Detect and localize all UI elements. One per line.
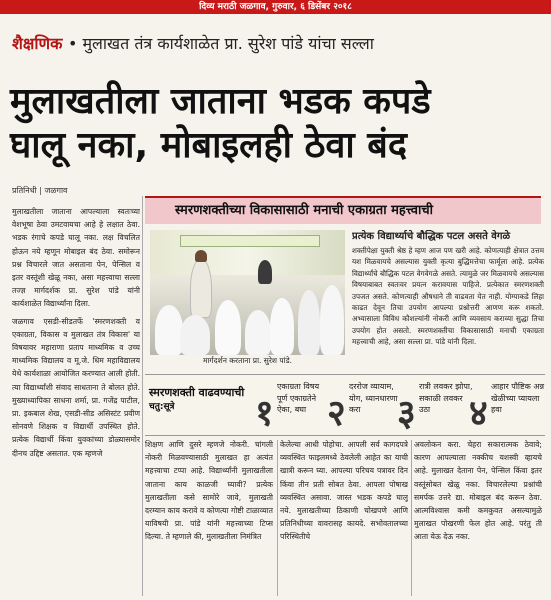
byline: प्रतिनिधी | जळगाव bbox=[12, 186, 68, 195]
headline-line-2: घालू नका, मोबाइलही ठेवा बंद bbox=[10, 125, 407, 166]
speaker-figure bbox=[190, 258, 212, 318]
tips-title: स्मरणशक्ती वाढवण्याची bbox=[149, 386, 245, 399]
headline-line-1: मुलाखतीला जाताना भडक कपडे bbox=[10, 81, 431, 122]
tip-number: १ bbox=[255, 392, 274, 434]
tip-item bbox=[255, 381, 331, 433]
student-figure bbox=[245, 310, 271, 355]
photo-banner bbox=[180, 235, 320, 247]
tip-number: २ bbox=[327, 392, 346, 434]
photo-caption: मार्गदर्शन करताना प्रा. सुरेश पांडे. bbox=[202, 356, 292, 365]
student-figure bbox=[298, 290, 320, 355]
speaker-head bbox=[195, 250, 207, 262]
article-column-1 bbox=[12, 205, 140, 595]
tip-item bbox=[469, 381, 545, 433]
box-body-text: शक्तीपेक्षा युक्ती श्रेष्ठ हे म्हण आज पण खरी आहे. कोणत्याही क्षेत्रात उत्तम यश मिळवायचे असल्यास युक्ती कृत्या बुद्धिमत्तेचा फार्मूला आहे. प्रत्येक विद्यार्थ्यांचे बौद्धिक पटल वेगवेगळे असते. त्यामुळे जर मिळवायचे असल्यास विषयाबाबत स्वतःवर प्रयत्न करावयास पाहिजे. प्रत्येकात स्मरणशक्ती उपजत असते. कोणत्याही औषधाने ती वाढवता येत नाही. योग्याकडे लिहा काढत देवून तिचा उपयोग आपल्या प्रश्नोत्तरी आणण करू शकतो. अभ्यासाला विविध कौशल्यांनी नोकरी आणि व्यवसाय कराव्या सुद्धा तिचा उपयोग होत असतो. स्मरणशक्तीचा विकासासाठी मनाची एकाग्रता महत्त्वाची आहे, असा सल्ला प्रा. पांडे यांनी दिला. bbox=[352, 246, 544, 347]
kicker-subtitle: • मुलाखत तंत्र कार्यशाळेत प्रा. सुरेश पांडे यांचा सल्ला bbox=[67, 34, 374, 53]
tip-text: रात्री लवकर झोपा, सकाळी लवकर उठा bbox=[419, 382, 473, 414]
student-figure bbox=[215, 300, 241, 355]
student-figure bbox=[180, 315, 210, 355]
box-lead: प्रत्येक विद्यार्थ्याचे बौद्धिक पटल असते वेगळे bbox=[352, 231, 511, 242]
section-kicker bbox=[12, 32, 374, 54]
event-photo bbox=[150, 230, 345, 355]
tip-text: एकाग्रता विषय पूर्ण एकाग्रतेने ऐका, बघा bbox=[277, 382, 320, 414]
attendee-figure bbox=[258, 260, 272, 284]
box-body bbox=[352, 230, 544, 370]
student-figure bbox=[320, 285, 344, 355]
tip-number: ३ bbox=[397, 392, 416, 434]
masthead-bar: दिव्य मराठी जळगाव, गुरुवार, ६ डिसेंबर २०१८ bbox=[0, 0, 551, 14]
article-column-2: शिक्षण आणि दुसरे म्हणजे नोकरी. चांगली नोकरी मिळवण्यासाठी मुलाखत हा अत्यंत महत्त्वाचा टप्पा आहे. विद्यार्थ्यांनी मुलाखतीला जाताना काय काळजी घ्यावी? प्रत्येक मुलाखतीला कसे सामोरे जावे, मुलाखती दरम्यान काय करावे व कोणत्या गोष्टी टाळाव्यात याविषयी प्रा. पांडे यांनी महत्त्वाच्या टिप्स दिल्या. ते म्हणाले की, मुलाखतीला निमंत्रित bbox=[145, 440, 273, 542]
section-label: शैक्षणिक bbox=[12, 34, 63, 53]
column-divider bbox=[277, 440, 278, 596]
tip-item bbox=[397, 381, 473, 433]
article-column-3: केलेल्या आधी पोहोचा. आपली सर्व कागदपत्रे व्यवस्थित फाइलमध्ये ठेवलेली आहेत का याची खात्री करून घ्या. आपल्या परिचय पत्रावर दिन किंवा तीन प्रती सोबत ठेवा. आपला पोषाख व्यवस्थित असावा. जास्त भडक कपडे घालू नये. मुलाखतीच्या ठिकाणी चोखपणे आणि प्रतिनिधीच्या वावरासह कायदे. सभोवतालच्या परिस्थितीचे bbox=[280, 440, 408, 542]
box-heading: स्मरणशक्तीच्या विकासासाठी मनाची एकाग्रता महत्त्वाची bbox=[145, 196, 541, 224]
article-column-4: अवलोकन करा. चेहरा सकारात्मक ठेवावे; कारण आपल्याला नक्कीच यशस्वी व्हायचे आहे. मुलाखत देताना पेन, पेन्सिल किंवा इतर वस्तूंसोबत खेळू नका. विचारलेल्या प्रश्नांची समर्पक उत्तरे द्या. मोबाइल बंद करून ठेवा. आत्मविश्वास कमी कमकुवत असल्यामुळे मुलाखत पोखरणी फेल होत आहे. परंतु ती आता येऊ देऊ नका. bbox=[414, 440, 542, 542]
tips-heading bbox=[149, 385, 249, 415]
tip-text: दररोज व्यायाम, योग, ध्यानधारणा करा bbox=[349, 382, 398, 414]
article-paragraph-1: मुलाखतीला जाताना आपल्याला स्वतःच्या वेशभूषा ठेवा उमटवायचा आहे हे लक्षात ठेवा. भडक रंगाचे कपडे घालू नका. लक्ष विचलित होऊन नये म्हणून मोबाइल बंद ठेवा. समोरून प्रश्न विचारले जात असताना पेन, पेन्सिल व इतर वस्तूंशी खेळू नका, असा महत्त्वाचा सल्ला तज्ज्ञ मार्गदर्शक प्रा. सुरेश पांडे यांनी कार्यशाळेत विद्यार्थ्यांना दिला. bbox=[12, 207, 140, 309]
student-figure bbox=[155, 305, 183, 355]
headline bbox=[10, 80, 540, 168]
article-paragraph-2: जळगाव एसडी-सीडतर्फे 'स्मरणशक्ती व एकाग्रता, विकास व मुलाखत तंत्र विकास' या विषयावर महाराणा प्रताप माध्यमिक व उच्च माध्यमिक विद्यालय व मू.जे. धिम महाविद्यालय येथे कार्यशाळा आयोजित करण्यात आली होती. त्या विद्यार्थ्यांशी संवाद साधताना ते बोलत होते. मुख्याध्यापिका साधना शर्मा, प्रा. गजेंद्र पाटील, प्रा. इकबाल शेख, एसडी-सीड असिस्टंट प्रवीण सोनवणे शिक्षक व विद्यार्थी उपस्थित होते. प्रत्येक विद्यार्थी किंवा युवकांच्या डोळ्यासमोर दीनच उद्दिष्ट असतात. एक म्हणजे bbox=[12, 316, 140, 458]
tip-text: आहार पौष्टिक अन्न खेळीच्या प्यायला हवा bbox=[491, 382, 545, 414]
tip-number: ४ bbox=[469, 392, 488, 434]
tips-subtitle: चतु:सूत्रे bbox=[149, 402, 175, 412]
tip-item bbox=[327, 381, 403, 433]
column-divider bbox=[411, 440, 412, 596]
student-figure bbox=[270, 298, 294, 355]
column-divider bbox=[142, 196, 143, 596]
tips-strip bbox=[145, 374, 545, 436]
